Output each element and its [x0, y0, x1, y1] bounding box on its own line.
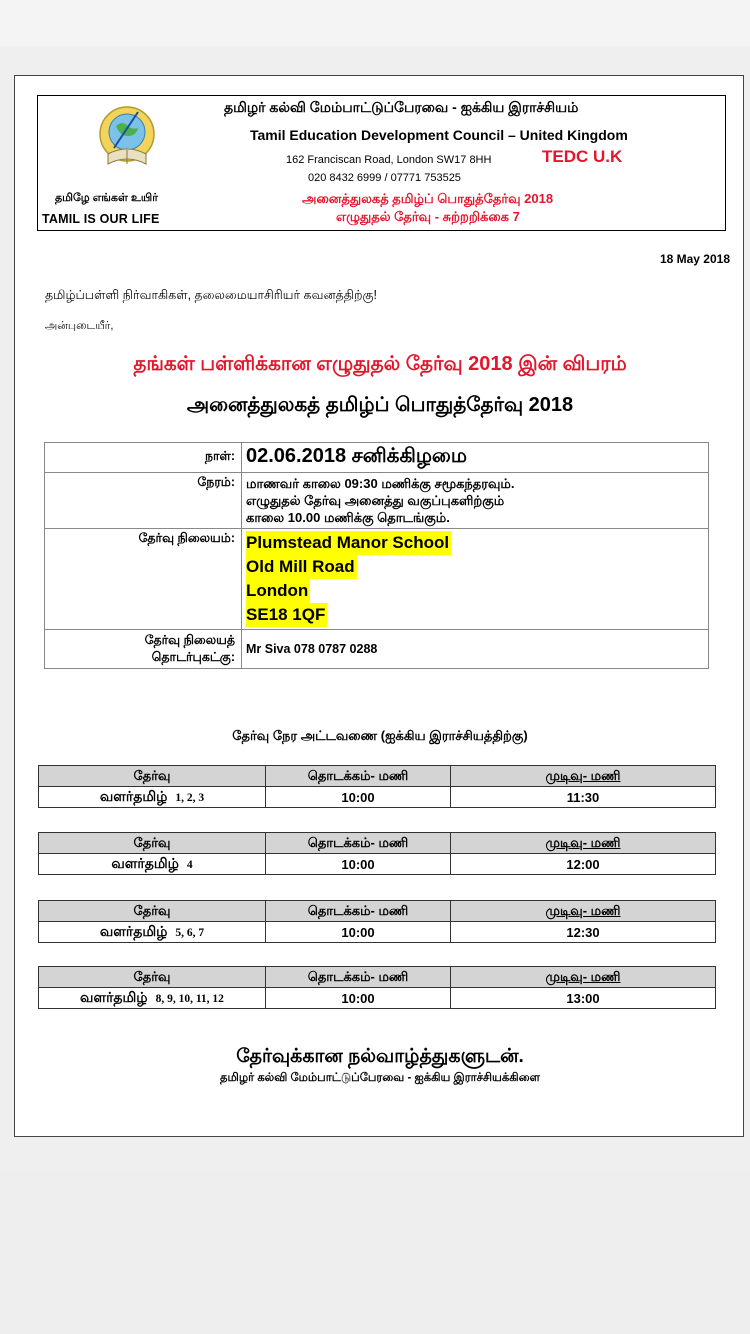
closing-wishes: தேர்வுக்கான நல்வாழ்த்துகளுடன். [236, 1046, 524, 1067]
end-time: 13:00 [451, 988, 716, 1009]
time-label: நேரம்: [45, 473, 242, 529]
salutation: தமிழ்ப்பள்ளி நிர்வாகிகள், தலைமையாசிரியர் கவனத்திற்கு! [45, 288, 377, 302]
end-time: 12:00 [451, 854, 716, 875]
document-page [14, 75, 744, 1137]
contact-label [45, 630, 242, 669]
header-exam: தேர்வு [39, 766, 266, 787]
contact-label-line: தேர்வு நிலையத் [144, 633, 235, 647]
exam-cell [39, 988, 266, 1009]
contact-label-line: தொடர்புகட்கு: [151, 650, 235, 664]
start-time: 10:00 [266, 988, 451, 1009]
header-start: தொடக்கம்- மணி [266, 833, 451, 854]
exam-cell [39, 922, 266, 943]
subject: வளர்தமிழ் [99, 922, 168, 939]
org-name-english: Tamil Education Development Council – United Kingdom [250, 127, 628, 143]
exam-cell [39, 787, 266, 808]
table-row [45, 630, 709, 669]
subject: வளர்தமிழ் [111, 854, 179, 871]
table-row [45, 529, 709, 630]
date-label: நாள்: [45, 443, 242, 473]
contact-value: Mr Siva 078 0787 0288 [242, 630, 709, 669]
schedule-table [38, 765, 716, 808]
page-subtitle: அனைத்துலகத் தமிழ்ப் பொதுத்தேர்வு 2018 [186, 394, 574, 416]
closing-org: தமிழர் கல்வி மேம்பாட்டுப்பேரவை - ஐக்கிய இராச்சியக்கிளை [220, 1072, 540, 1084]
header-exam: தேர்வு [39, 833, 266, 854]
start-time: 10:00 [266, 787, 451, 808]
status-area [0, 0, 750, 46]
venue-value [242, 529, 709, 630]
table-row [39, 787, 716, 808]
header-end: முடிவு- மணி [451, 833, 716, 854]
time-line: மாணவர் காலை 09:30 மணிக்கு சமூகந்தரவும். [246, 476, 515, 491]
venue-label: தேர்வு நிலையம்: [45, 529, 242, 630]
table-row [39, 922, 716, 943]
tedc-logo-icon [94, 104, 160, 174]
subject: வளர்தமிழ் [80, 988, 148, 1005]
schedule-table [38, 832, 716, 875]
time-line: எழுதுதல் தேர்வு அனைத்து வகுப்புகளிற்கும் [246, 493, 505, 508]
venue-line: SE18 1QF [246, 603, 327, 627]
exam-details-table [44, 442, 709, 669]
exam-date: 02.06.2018 சனிக்கிழமை [246, 445, 467, 467]
date-value [242, 443, 709, 473]
table-row [39, 854, 716, 875]
header-start: தொடக்கம்- மணி [266, 967, 451, 988]
grades: 8, 9, 10, 11, 12 [155, 992, 224, 1005]
motto-tamil: தமிழே எங்கள் உயிர் [55, 192, 158, 204]
page-title: தங்கள் பள்ளிக்கான எழுதுதல் தேர்வு 2018 இன் விபரம் [133, 353, 627, 375]
table-row [45, 473, 709, 529]
table-row [39, 988, 716, 1009]
venue-line: London [246, 579, 310, 603]
time-line: காலை 10.00 மணிக்கு தொடங்கும். [246, 510, 450, 525]
letter-date: 18 May 2018 [659, 252, 730, 266]
time-value [242, 473, 709, 529]
header-end: முடிவு- மணி [451, 766, 716, 787]
table-row [39, 766, 716, 787]
table-row [39, 967, 716, 988]
schedule-table [38, 900, 716, 943]
header-end: முடிவு- மணி [451, 901, 716, 922]
grades: 1, 2, 3 [175, 791, 205, 804]
start-time: 10:00 [266, 922, 451, 943]
greeting: அன்புடையீர், [45, 320, 114, 332]
end-time: 12:30 [451, 922, 716, 943]
table-row [39, 833, 716, 854]
empty-area [0, 1172, 750, 1334]
header-start: தொடக்கம்- மணி [266, 901, 451, 922]
org-name-tamil: தமிழர் கல்வி மேம்பாட்டுப்பேரவை - ஐக்கிய இராச்சியம் [224, 99, 579, 115]
schedule-table [38, 966, 716, 1009]
org-phone: 020 8432 6999 / 07771 753525 [308, 172, 461, 184]
table-row [39, 901, 716, 922]
header-end: முடிவு- மணி [451, 967, 716, 988]
schedule-heading: தேர்வு நேர அட்டவணை (ஐக்கிய இராச்சியத்திற்கு) [232, 728, 528, 743]
exam-title: அனைத்துலகத் தமிழ்ப் பொதுத்தேர்வு 2018 [302, 191, 554, 206]
brand-label: TEDC U.K [542, 147, 623, 166]
venue-line: Old Mill Road [246, 555, 357, 579]
venue-line: Plumstead Manor School [246, 531, 451, 555]
header-exam: தேர்வு [39, 967, 266, 988]
motto-english: TAMIL IS OUR LIFE [42, 212, 160, 226]
org-address: 162 Franciscan Road, London SW17 8HH [286, 154, 492, 166]
grades: 4 [186, 858, 193, 871]
table-row [45, 443, 709, 473]
header-exam: தேர்வு [39, 901, 266, 922]
letterhead [37, 95, 726, 231]
header-start: தொடக்கம்- மணி [266, 766, 451, 787]
end-time: 11:30 [451, 787, 716, 808]
grades: 5, 6, 7 [175, 926, 205, 939]
circular-title: எழுதுதல் தேர்வு - சுற்றறிக்கை 7 [336, 209, 520, 224]
subject: வளர்தமிழ் [99, 787, 168, 804]
start-time: 10:00 [266, 854, 451, 875]
exam-cell [39, 854, 266, 875]
